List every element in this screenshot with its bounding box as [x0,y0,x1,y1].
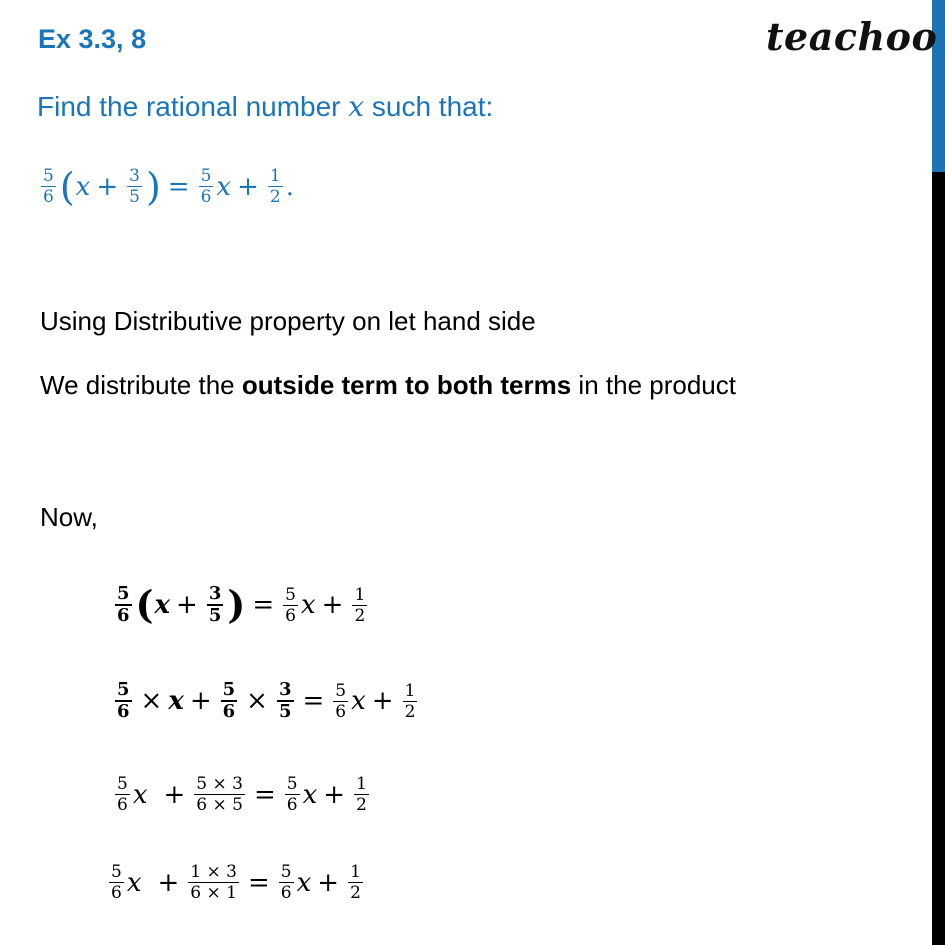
fraction: $\frac{3}{5}$ [129,166,140,207]
variable: x [302,779,318,810]
fraction: $\frac{5}{6}$ [286,774,298,815]
fraction: $\frac{3}{5}$ [278,679,292,722]
times-sign: × [140,686,163,716]
fraction: $\frac{1}{2}$ [354,584,366,626]
question-prefix: Find the rational number [37,91,341,122]
fraction: $\frac{5}{6}$ [43,166,54,207]
fraction: $\frac{5}{6}$ [111,862,122,903]
step-4-equation: $\frac{5}{6}$ x + $\frac{1 \times 3}{6 \times 1}$ = $\frac{5}{6}$ x + $\frac{1}{2}$ [111,862,361,903]
fraction: $\frac{5}{6}$ [117,583,130,626]
times-sign: × [246,686,268,716]
fraction: $\frac{1}{2}$ [404,680,416,722]
fraction: $\frac{5}{6}$ [117,774,128,815]
variable: x [300,590,316,620]
now-label: Now, [40,502,98,532]
step-1-equation: $\frac{5}{6}$ ( x + $\frac{3}{5}$ ) = $\frac{5}{6}$ x + $\frac{1}{2}$ [117,582,366,627]
question-suffix: such that: [371,91,494,122]
fraction: $\frac{3}{5}$ [208,583,222,626]
variable: x [75,171,91,202]
question-variable: x [348,90,365,123]
explanation-line-1: Using Distributive property on let hand side [40,306,536,336]
step-3-equation: $\frac{5}{6}$ x + $\frac{5 \times 3}{6 \times 5}$ = $\frac{5}{6}$ x + $\frac{1}{2}$ [117,774,367,815]
fraction: $\frac{5}{6}$ [222,679,236,722]
fraction: $\frac{5}{6}$ [280,862,292,903]
equation-period: . [285,171,294,202]
variable: x [296,867,312,898]
line2-bold: outside term to both terms [241,370,572,400]
fraction: $\frac{5 \times 3}{6 \times 5}$ [196,774,243,815]
fraction: $\frac{5}{6}$ [117,679,130,722]
fraction: $\frac{5}{6}$ [200,166,212,207]
fraction: $\frac{5}{6}$ [335,680,347,722]
variable: x [126,867,142,898]
line2-suffix: in the product [571,370,736,400]
fraction: $\frac{5}{6}$ [285,584,296,626]
variable: x [132,779,148,810]
variable: x [168,686,184,716]
line2-prefix: We distribute the [40,370,242,400]
teachoo-logo: teachoo [766,14,938,59]
question-text [37,90,493,123]
variable: x [154,590,171,620]
variable: x [351,686,366,716]
variable: x [216,171,232,202]
fraction: $\frac{1}{2}$ [269,166,281,207]
question-equation: $\frac{5}{6}$ ( x + $\frac{3}{5}$ ) = $\frac{5}{6}$ x + $\frac{1}{2}$ . [43,164,294,209]
fraction: $\frac{1}{2}$ [356,774,367,815]
fraction: $\frac{1 \times 3}{6 \times 1}$ [190,862,237,903]
explanation-line-2 [40,370,736,401]
exercise-title: Ex 3.3, 8 [38,24,147,54]
step-2-equation: $\frac{5}{6}$ × x + $\frac{5}{6}$ × $\frac{3}{5}$ = $\frac{5}{6}$ x + $\frac{1}{2}$ [117,679,416,722]
fraction: $\frac{1}{2}$ [350,862,361,903]
